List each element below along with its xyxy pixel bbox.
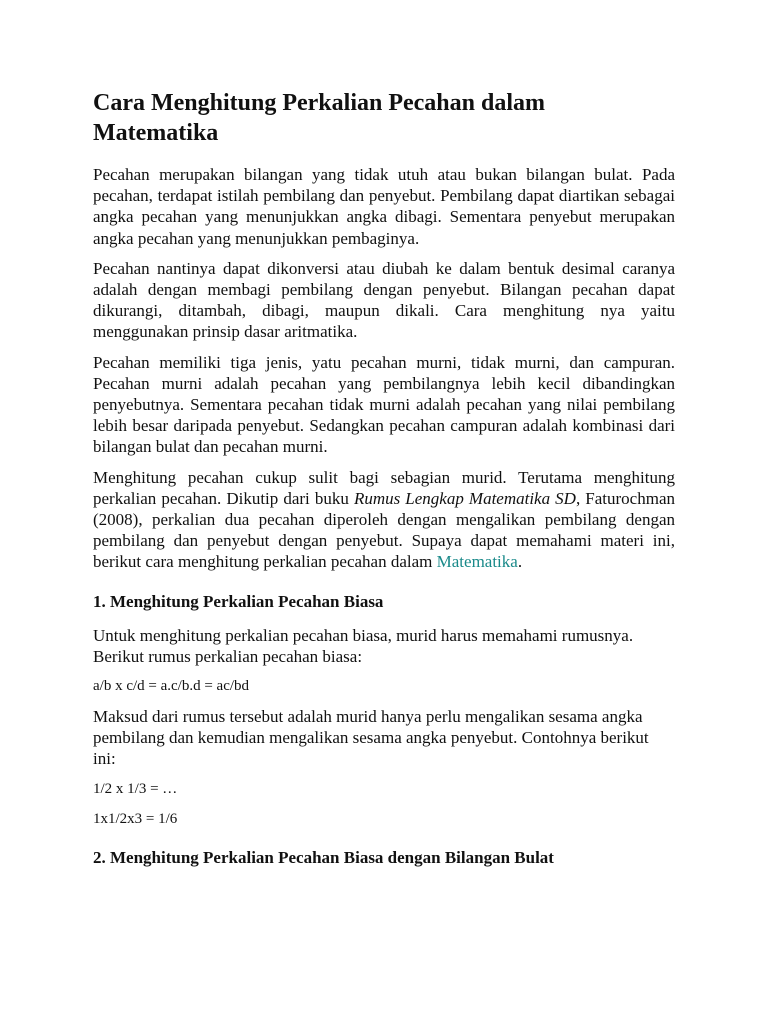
formula-text: a/b x c/d = a.c/b.d = ac/bd bbox=[93, 678, 250, 695]
paragraph-intro-end: . bbox=[517, 552, 523, 572]
section1-intro: Untuk menghitung perkalian pecahan biasa, murid harus memahami rumusnya. Berikut rumus perkalian pecahan biasa: bbox=[93, 625, 634, 666]
section1-explain: Maksud dari rumus tersebut adalah murid hanya perlu mengalikan sesama angka pembilang dan kemudian mengalikan sesama angka penyebut. Contohnya berikut ini: bbox=[93, 707, 649, 769]
section-heading-1: 1. Menghitung Perkalian Pecahan Biasa bbox=[93, 591, 384, 611]
paragraph-intro-text: Menghitung pecahan cukup sulit bagi sebagian murid. Terutama menghitung perkalian pecahan. Dikutip dari buku bbox=[93, 467, 675, 508]
book-title: Rumus Lengkap Matematika SD bbox=[353, 488, 576, 508]
example-question: 1/2 x 1/3 = … bbox=[93, 780, 178, 797]
paragraph-definition: Pecahan merupakan bilangan yang tidak utuh atau bukan bilangan bulat. Pada pecahan, terdapat istilah pembilang dan penyebut. Pembilang dapat diartikan sebagai angka pecahan yang menunjukkan angka dibagi. Sementara penyebut merupakan angka pecahan yang menunjukkan pembaginya. bbox=[93, 165, 675, 248]
section-heading-2: 2. Menghitung Perkalian Pecahan Biasa dengan Bilangan Bulat bbox=[93, 847, 554, 867]
paragraph-types: Pecahan memiliki tiga jenis, yatu pecahan murni, tidak murni, dan campuran. Pecahan murni adalah pecahan yang pembilangnya lebih kecil dibandingkan penyebutnya. Sementara pecahan tidak murni adalah pecahan yang nilai pembilang lebih besar daripada penyebut. Sedangkan pecahan campuran adalah kombinasi dari bilangan bulat dan pecahan murni. bbox=[93, 352, 675, 457]
paragraph-conversion: Pecahan nantinya dapat dikonversi atau diubah ke dalam bentuk desimal caranya adalah dengan membagi pembilang dengan penyebut. Bilangan pecahan dapat dikurangi, ditambah, dibagi, maupun dikali. Cara menghitung nya yaitu menggunakan prinsip dasar aritmatika. bbox=[93, 258, 675, 342]
paragraph-intro-text-2: , Faturochman (2008), perkalian dua pecahan diperoleh dengan mengalikan pembilang dengan pembilang dan penyebut dengan penyebut. Supaya dapat memahami materi ini, berikut cara menghitung perkalian pecahan dalam bbox=[93, 488, 675, 572]
paragraph-intro bbox=[93, 467, 675, 573]
matematika-link[interactable]: Matematika bbox=[436, 552, 518, 572]
example-answer: 1x1/2x3 = 1/6 bbox=[93, 810, 178, 827]
article-title: Cara Menghitung Perkalian Pecahan dalam Matematika bbox=[93, 90, 546, 146]
